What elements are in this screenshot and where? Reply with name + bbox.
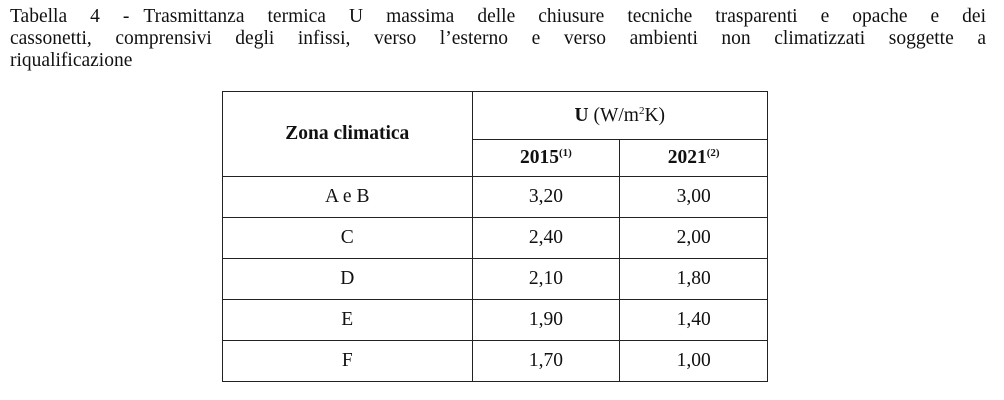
value-2015-cell: 3,20 — [472, 177, 620, 218]
zone-cell: D — [223, 259, 473, 300]
unit-header — [472, 92, 767, 140]
caption-line-1 — [10, 6, 986, 28]
year-2015-header — [472, 140, 620, 177]
year-2021-header — [620, 140, 768, 177]
value-2015-cell: 2,40 — [472, 218, 620, 259]
unit-superscript: 2 — [638, 104, 645, 117]
table-row — [223, 218, 768, 259]
transmittance-table — [222, 91, 768, 382]
zone-cell: F — [223, 341, 473, 382]
table-caption — [10, 6, 986, 72]
caption-table-number: Tabella 4 - — [10, 6, 130, 27]
value-2015-cell: 1,70 — [472, 341, 620, 382]
table-row — [223, 300, 768, 341]
caption-line-3: riqualificazione — [10, 50, 133, 71]
zone-column-header: Zona climatica — [223, 92, 473, 177]
value-2021-cell: 3,00 — [620, 177, 768, 218]
value-2015-cell: 2,10 — [472, 259, 620, 300]
value-2021-cell: 1,00 — [620, 341, 768, 382]
zone-cell: E — [223, 300, 473, 341]
unit-symbol: U — [574, 104, 589, 126]
value-2021-cell: 1,40 — [620, 300, 768, 341]
zone-cell: C — [223, 218, 473, 259]
year-label: 2021 — [667, 147, 707, 168]
table-row — [223, 177, 768, 218]
unit-post: K) — [644, 104, 666, 126]
unit-pre: (W/m — [593, 104, 639, 126]
value-2021-cell: 1,80 — [620, 259, 768, 300]
year-label: 2015 — [519, 147, 559, 168]
table-row — [223, 259, 768, 300]
value-2015-cell: 1,90 — [472, 300, 620, 341]
year-footnote: (2) — [706, 147, 720, 159]
table-row — [223, 341, 768, 382]
zone-cell: A e B — [223, 177, 473, 218]
year-footnote: (1) — [558, 147, 572, 159]
caption-line-2: cassonetti, comprensivi degli infissi, verso l’esterno e verso ambienti non climatizzati soggette a — [10, 28, 986, 49]
caption-title-part-1: Trasmittanza termica U massima delle chiusure tecniche trasparenti e opache e dei — [143, 6, 986, 27]
value-2021-cell: 2,00 — [620, 218, 768, 259]
